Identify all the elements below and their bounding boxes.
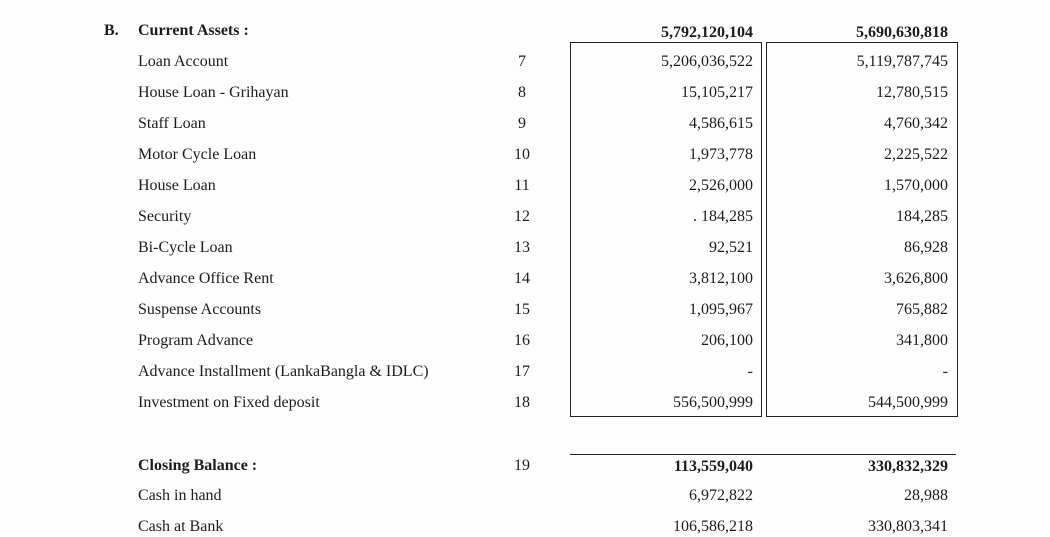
row-note: 7 [518, 53, 526, 70]
section-total-previous: 5,690,630,818 [856, 24, 948, 41]
row-note: 9 [518, 115, 526, 132]
row-label: Bi-Cycle Loan [138, 239, 233, 256]
closing-total-previous: 330,832,329 [868, 458, 948, 475]
row-value-previous: 4,760,342 [884, 115, 948, 132]
row-value-previous: 12,780,515 [876, 84, 948, 101]
row-value-current: 3,812,100 [689, 270, 753, 287]
row-value-previous: 3,626,800 [884, 270, 948, 287]
row-label: Loan Account [138, 53, 229, 70]
closing-row-label: Cash in hand [138, 487, 222, 504]
row-label: House Loan [138, 177, 216, 194]
row-note: 15 [514, 301, 530, 318]
row-note: 8 [518, 84, 526, 101]
closing-row-value-current: 106,586,218 [673, 518, 753, 535]
row-value-current: - [747, 363, 753, 380]
row-note: 14 [514, 270, 530, 287]
closing-total-current: 113,559,040 [673, 458, 753, 475]
row-value-previous: 5,119,787,745 [856, 53, 948, 70]
row-value-current: 206,100 [701, 332, 753, 349]
row-value-current: 2,526,000 [689, 177, 753, 194]
row-label: Suspense Accounts [138, 301, 262, 318]
closing-row-value-current: 6,972,822 [689, 487, 753, 504]
closing-title: Closing Balance : [138, 457, 258, 474]
closing-rule [570, 454, 956, 455]
row-value-current: 15,105,217 [681, 84, 753, 101]
closing-row-value-previous: 330,803,341 [868, 518, 948, 535]
row-value-previous: 544,500,999 [868, 394, 948, 411]
row-value-previous: 341,800 [896, 332, 948, 349]
row-note: 18 [514, 394, 530, 411]
section-title: Current Assets : [138, 22, 249, 39]
closing-row-value-previous: 28,988 [904, 487, 948, 504]
row-label: Advance Office Rent [138, 270, 274, 287]
row-note: 11 [514, 177, 530, 194]
row-label: Program Advance [138, 332, 254, 349]
row-note: 12 [514, 208, 530, 225]
row-label: Motor Cycle Loan [138, 146, 257, 163]
row-value-current: 556,500,999 [673, 394, 753, 411]
row-value-current: 92,521 [709, 239, 753, 256]
row-label: House Loan - Grihayan [138, 84, 289, 101]
row-value-current: . 184,285 [693, 208, 753, 225]
closing-note: 19 [514, 457, 530, 474]
section-total-current: 5,792,120,104 [661, 24, 753, 41]
row-label: Investment on Fixed deposit [138, 394, 320, 411]
row-value-current: 1,973,778 [689, 146, 753, 163]
row-note: 13 [514, 239, 530, 256]
row-note: 16 [514, 332, 530, 349]
row-value-current: 1,095,967 [689, 301, 753, 318]
row-label: Staff Loan [138, 115, 206, 132]
row-label: Advance Installment (LankaBangla & IDLC) [138, 363, 429, 380]
row-value-previous: 86,928 [904, 239, 948, 256]
row-note: 10 [514, 146, 530, 163]
row-value-previous: 2,225,522 [884, 146, 948, 163]
row-value-current: 4,586,615 [689, 115, 753, 132]
row-value-previous: 1,570,000 [884, 177, 948, 194]
row-value-previous: 184,285 [896, 208, 948, 225]
row-value-current: 5,206,036,522 [661, 53, 753, 70]
row-value-previous: - [942, 363, 948, 380]
closing-row-label: Cash at Bank [138, 518, 224, 535]
row-label: Security [138, 208, 192, 225]
row-value-previous: 765,882 [896, 301, 948, 318]
row-note: 17 [514, 363, 530, 380]
section-letter: B. [104, 22, 119, 39]
